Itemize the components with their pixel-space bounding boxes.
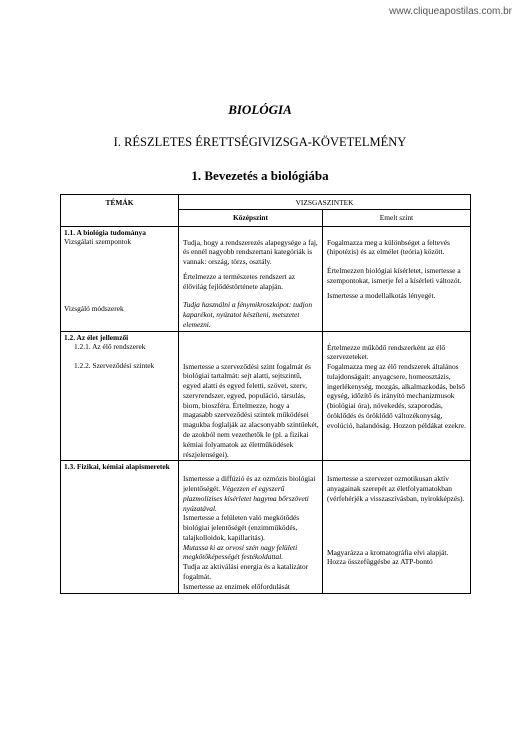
document-subtitle: I. RÉSZLETES ÉRETTSÉGIVIZSGA-KÖVETELMÉNY: [113, 135, 407, 149]
topic-item: Vizsgálati szempontok: [64, 237, 132, 247]
advanced-cell: [323, 331, 471, 461]
requirement-text: Ismertesse a diffúzió és az ozmózis biológiai jelentőségét. Végezzen el egyszerű plazmolízises kísérletet hagyma bőrszöveti nyúzatával.: [183, 474, 316, 513]
intermediate-cell: [179, 226, 323, 331]
advanced-cell: [323, 461, 471, 593]
topic-title: 1.3. Fizikai, kémiai alapismeretek: [64, 462, 170, 472]
topic-cell: [61, 461, 179, 593]
requirement-text: Ismertesse a felületen való megkötődés biológiai jelentőségét (enzimműködés, talajkolloidok, kapillaritás).: [183, 513, 300, 542]
table-row: [61, 331, 471, 461]
header-advanced-level: Emelt szint: [323, 209, 471, 226]
requirement-text: Tudja használni a fénymikroszkópot: tudjon kaparékot, nyúzatot készíteni, metszetet elemezni.: [183, 300, 313, 329]
requirement-text: Értelmezze működő rendszerként az élő szervezeteket.: [327, 342, 446, 362]
topic-item: 1.2.2. Szerveződési szintek: [74, 361, 155, 371]
requirement-text: Fogalmazza meg a különbséget a feltevés (hipotézis) és az elmélet (teória) között.: [327, 237, 450, 257]
requirement-text: Fogalmazza meg az élő rendszerek általános tulajdonságait: anyagcsere, homeosztázis, ingerlékenység, mozgás, alkalmazkodás, belső egység, időzítő és irányító mechanizmusok (biológiai óra), növekedés, szaporodás, öröklődés és öröklődő változékonyság, evolúció, halandóság. Hozzon példákat ezekre.: [327, 362, 466, 430]
document-title: BIOLÓGIA: [228, 102, 292, 117]
requirements-table: [60, 194, 471, 594]
source-watermark: www.cliqueapostilas.com.br: [389, 6, 512, 17]
requirement-text: Mutassa ki az orvosi szén nagy felületi megkötőképességét festékoldattal.: [183, 542, 298, 562]
requirement-text: Ismertesse a szervezet ozmotikusan aktív anyagainak szerepét az életfolyamatokban (vérfehérjék a visszaszívásban, nyirokképzés).: [327, 474, 465, 503]
requirement-text: Hozza összefüggésbe az ATP-bontó: [327, 557, 433, 567]
requirement-text: Tudja, hogy a rendszerezés alapegysége a faj, és ennél nagyobb rendszertani kategóriák is vannak: ország, törzs, osztály.: [183, 237, 318, 267]
topic-title: 1.1. A biológia tudománya: [64, 227, 146, 237]
topic-item: Vizsgáló módszerek: [64, 304, 124, 314]
requirement-text: Ismertesse a szerveződési szint fogalmát és biológiai tartalmát: sejt alatti, sejtszintű, egyed alatti és egyed feletti, szövet, szerv, szervrendszer, egyed, populáció, társulás, biom, bioszféra. Értelmezze, hogy a magasabb szerveződési szintek működései magukba foglalják az alacsonyabb szintűekét, de azokból nem vezethetők le (pl. a fizikai kémiai folyamatok az életműködések részjelenségei).: [183, 361, 319, 459]
table-row: [61, 226, 471, 331]
header-intermediate-level: Középszint: [179, 209, 323, 226]
requirement-text: Értelmezze a természetes rendszert az élővilág fejlődéstörténete alapján.: [183, 271, 296, 291]
topic-item: 1.2.1. Az élő rendszerek: [74, 342, 146, 352]
topic-title: 1.2. Az élet jellemzői: [64, 332, 129, 342]
section-heading: 1. Bevezetés a biológiába: [191, 168, 329, 183]
header-exam-levels: VIZSGASZINTEK: [179, 195, 471, 210]
requirement-text: Tudja az aktiválási energia és a katalizátor fogalmát.: [183, 562, 309, 581]
table-header-row: [61, 195, 471, 210]
intermediate-cell: [179, 331, 323, 461]
topic-cell: [61, 226, 179, 331]
table-row: [61, 461, 471, 593]
advanced-cell: [323, 226, 471, 331]
header-topics: TÉMÁK: [61, 195, 179, 227]
requirement-text: Magyarázza a kromatográfia elvi alapját.: [327, 547, 449, 557]
requirement-text: Ismertesse a modellalkotás lényegét.: [327, 290, 436, 300]
intermediate-cell: [179, 461, 323, 593]
requirement-text: Ismertesse az enzimek előfordulását: [183, 581, 290, 591]
topic-cell: [61, 331, 179, 461]
requirement-text: Értelmezzen biológiai kísérletet, ismertesse a szempontokat, ismerje fel a kísérleti változót.: [327, 266, 462, 285]
